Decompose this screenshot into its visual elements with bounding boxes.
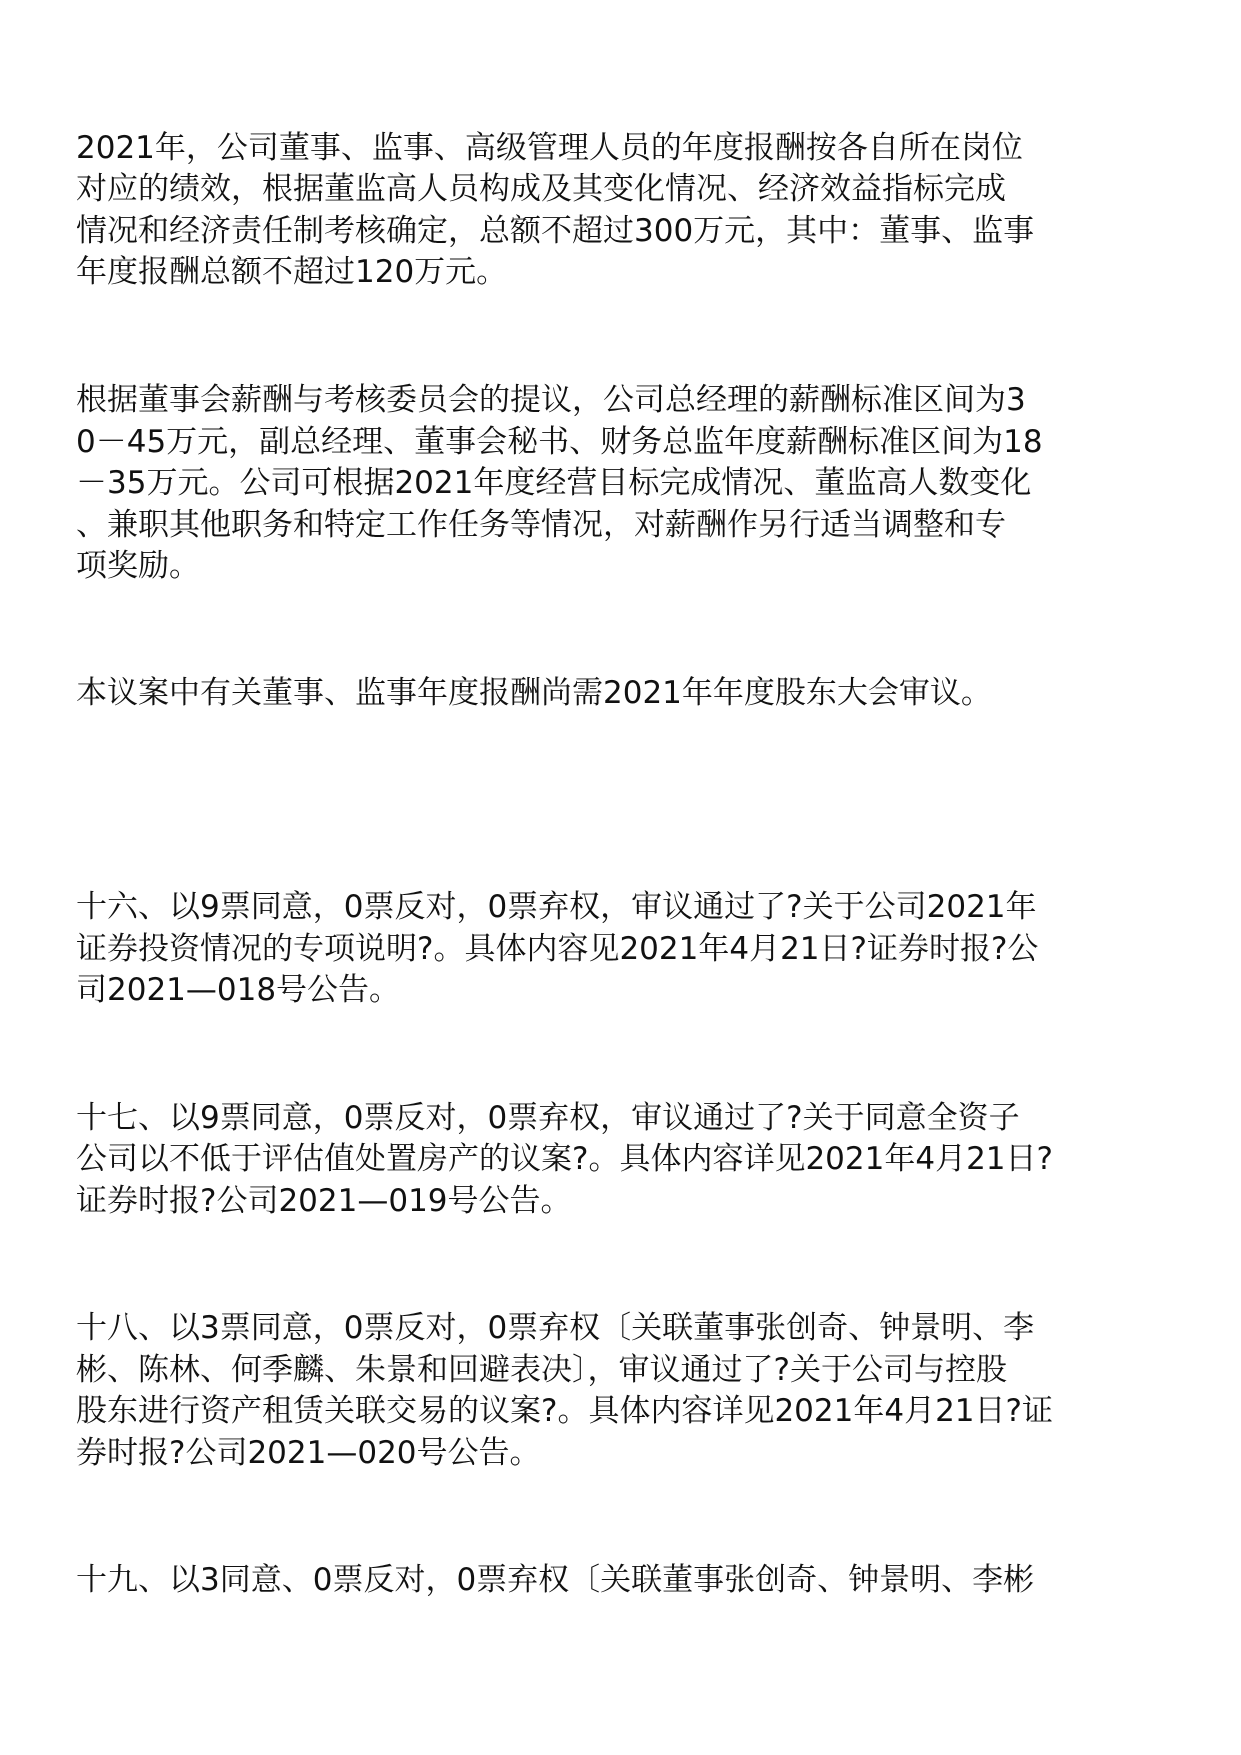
- paragraph-6-line-1: 十八、以3票同意，0票反对，0票弃权〔关联董事张创奇、钟景明、李: [76, 1310, 1035, 1346]
- paragraph-4-line-2: 证券投资情况的专项说明?。具体内容见2021年4月21日?证券时报?公: [76, 931, 1039, 967]
- paragraph-1-line-1: 2021年，公司董事、监事、高级管理人员的年度报酬按各自所在岗位: [76, 130, 1023, 166]
- paragraph-4-line-1: 十六、以9票同意，0票反对，0票弃权，审议通过了?关于公司2021年: [76, 889, 1037, 925]
- paragraph-4-line-3: 司2021—018号公告。: [76, 972, 401, 1008]
- paragraph-7-line-1: 十九、以3同意、0票反对，0票弃权〔关联董事张创奇、钟景明、李彬: [76, 1562, 1035, 1598]
- paragraph-6-line-3: 股东进行资产租赁关联交易的议案?。具体内容详见2021年4月21日?证: [76, 1393, 1053, 1429]
- paragraph-1-line-2: 对应的绩效，根据董监高人员构成及其变化情况、经济效益指标完成: [76, 171, 1006, 207]
- paragraph-2-line-5: 项奖励。: [76, 548, 200, 584]
- paragraph-1-line-4: 年度报酬总额不超过120万元。: [76, 254, 508, 290]
- paragraph-3-line-1: 本议案中有关董事、监事年度报酬尚需2021年年度股东大会审议。: [76, 675, 992, 711]
- paragraph-2-line-2: 0－45万元，副总经理、董事会秘书、财务总监年度薪酬标准区间为18: [76, 424, 1043, 460]
- paragraph-5-line-2: 公司以不低于评估值处置房产的议案?。具体内容详见2021年4月21日?: [76, 1141, 1053, 1177]
- paragraph-1-line-3: 情况和经济责任制考核确定，总额不超过300万元，其中：董事、监事: [76, 213, 1035, 249]
- paragraph-2-line-3: －35万元。公司可根据2021年度经营目标完成情况、董监高人数变化: [76, 465, 1032, 501]
- paragraph-6-line-4: 券时报?公司2021—020号公告。: [76, 1435, 541, 1471]
- paragraph-5-line-3: 证券时报?公司2021—019号公告。: [76, 1183, 572, 1219]
- paragraph-2-line-4: 、兼职其他职务和特定工作任务等情况，对薪酬作另行适当调整和专: [76, 507, 1006, 543]
- paragraph-2-line-1: 根据董事会薪酬与考核委员会的提议，公司总经理的薪酬标准区间为3: [76, 382, 1026, 418]
- paragraph-5-line-1: 十七、以9票同意，0票反对，0票弃权，审议通过了?关于同意全资子: [76, 1100, 1020, 1136]
- paragraph-6-line-2: 彬、陈林、何季麟、朱景和回避表决〕，审议通过了?关于公司与控股: [76, 1352, 1007, 1388]
